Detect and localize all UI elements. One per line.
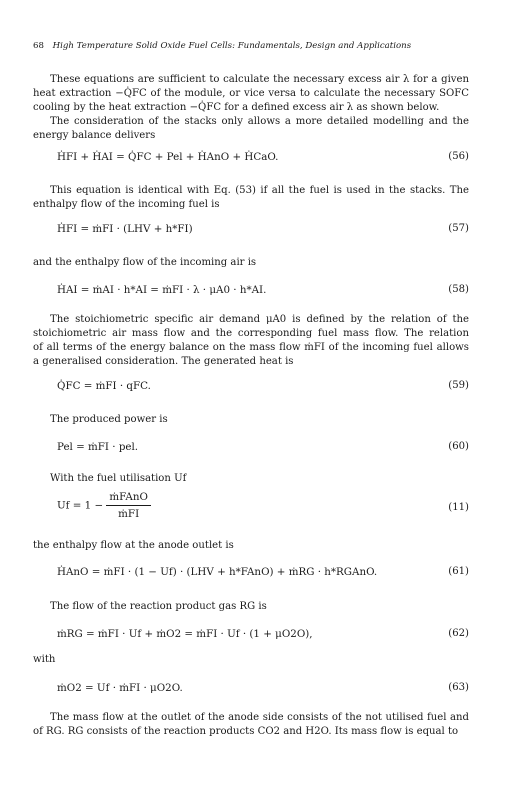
equation-number-63: (63) (448, 682, 469, 693)
paragraph-stacks (33, 115, 469, 143)
fraction-denominator: ṁFI (118, 508, 140, 520)
text-line: of RG. RG consists of the reaction products CO2 and H2O. Its mass flow is equal to (33, 726, 459, 737)
running-header (33, 41, 411, 51)
fraction-numerator: ṁFAnO (106, 490, 151, 506)
paragraph-anode-outlet: the enthalpy flow at the anode outlet is (33, 540, 234, 551)
text-line: enthalpy flow of the incoming fuel is (33, 199, 220, 210)
paragraph-power: The produced power is (50, 414, 168, 425)
text-line: The stoichiometric specific air demand μA0 is defined by the relation of the (50, 314, 469, 325)
text-line: The consideration of the stacks only allows a more detailed modelling and the (50, 116, 469, 127)
equation-number-11: (11) (448, 502, 469, 513)
text-line: These equations are sufficient to calculate the necessary excess air λ for a given (50, 74, 469, 85)
paragraph-excess-air (33, 73, 469, 115)
paragraph-identical (33, 184, 469, 212)
equation-60: Pel = ṁFI · pel. (57, 441, 139, 453)
paragraph-with: with (33, 654, 56, 665)
equation-number-60: (60) (448, 441, 469, 452)
equation-58: ḢAI = ṁAI · h*AI = ṁFI · λ · μA0 · h*AI. (57, 284, 267, 296)
equation-57: ḢFI = ṁFI · (LHV + h*FI) (57, 223, 193, 235)
equation-number-62: (62) (448, 628, 469, 639)
text-line: energy balance delivers (33, 130, 156, 141)
paragraph-stoichiometric (33, 313, 469, 369)
text-line: The mass flow at the outlet of the anode side consists of the not utilised fuel and (50, 712, 469, 723)
equation-number-57: (57) (448, 223, 469, 234)
paragraph-reaction-gas: The flow of the reaction product gas RG is (50, 601, 267, 612)
paragraph-mass-flow (33, 711, 469, 739)
equation-11-lhs: Uf = 1 − (57, 499, 104, 512)
running-title: High Temperature Solid Oxide Fuel Cells: Fundamentals, Design and Applications (52, 41, 412, 51)
equation-number-59: (59) (448, 380, 469, 391)
equation-61: ḢAnO = ṁFI · (1 − Uf) · (LHV + h*FAnO) + ṁRG · h*RGAnO. (57, 566, 378, 578)
text-line: of all terms of the energy balance on the mass flow ṁFI of the incoming fuel allows (33, 342, 469, 353)
page-number: 68 (33, 41, 44, 51)
equation-11-fraction (106, 490, 151, 521)
text-line: This equation is identical with Eq. (53) if all the fuel is used in the stacks. The (50, 185, 469, 196)
equation-number-58: (58) (448, 284, 469, 295)
equation-56: ḢFI + ḢAI = Q̇FC + Pel + ḢAnO + ḢCaO. (57, 151, 279, 163)
paragraph-fuel-utilisation: With the fuel utilisation Uf (50, 473, 187, 484)
equation-number-61: (61) (448, 566, 469, 577)
text-line: stoichiometric air mass flow and the corresponding fuel mass flow. The relation (33, 328, 469, 339)
text-line: heat extraction −Q̇FC of the module, or vice versa to calculate the necessary SOFC (33, 88, 469, 99)
equation-59: Q̇FC = ṁFI · qFC. (57, 380, 151, 392)
text-line: cooling by the heat extraction −Q̇FC for a defined excess air λ as shown below. (33, 102, 440, 113)
equation-63: ṁO2 = Uf · ṁFI · μO2O. (57, 682, 183, 694)
text-line: a generalised consideration. The generated heat is (33, 356, 294, 367)
equation-62: ṁRG = ṁFI · Uf + ṁO2 = ṁFI · Uf · (1 + μO2O), (57, 628, 313, 640)
paragraph-air-enthalpy: and the enthalpy flow of the incoming air is (33, 257, 257, 268)
equation-11 (57, 490, 151, 521)
equation-number-56: (56) (448, 151, 469, 162)
